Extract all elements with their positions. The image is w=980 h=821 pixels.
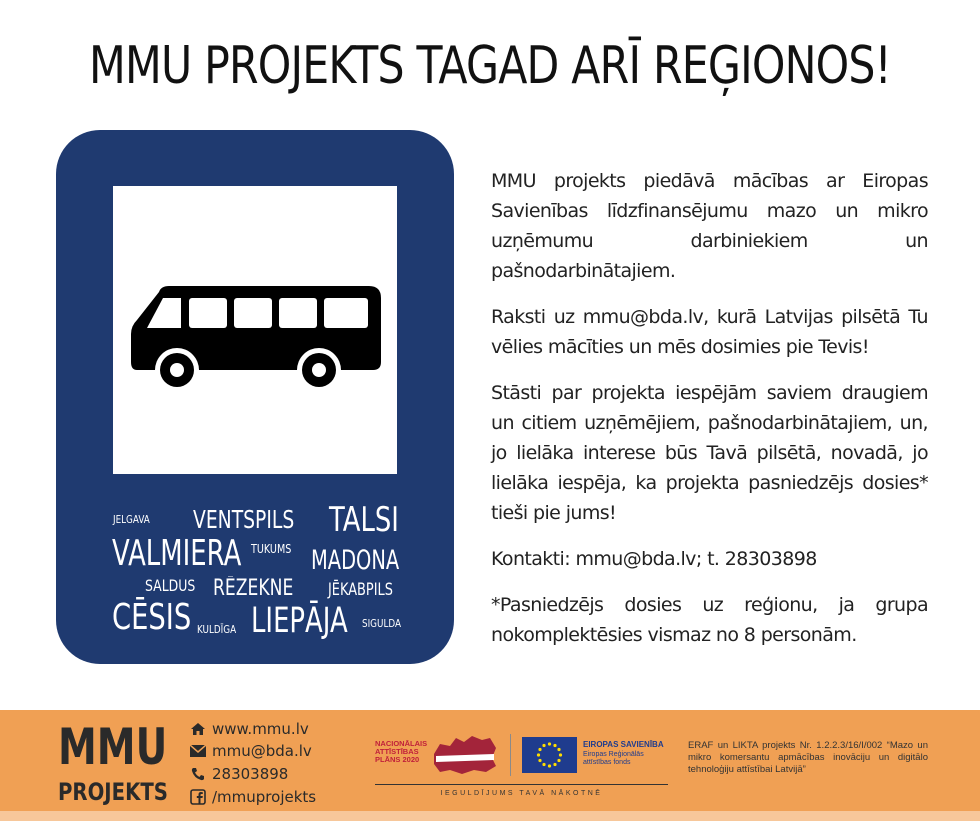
paragraph-contacts: Kontakti: mmu@bda.lv; t. 28303898	[491, 548, 817, 570]
info-text	[491, 166, 928, 666]
nap-logo-text: NACIONĀLAIS ATTĪSTĪBAS PLĀNS 2020	[375, 739, 428, 764]
paragraph-share: Stāsti par projekta iespējām saviem draugiem un citiem uzņēmējiem, pašnodarbinātajiem, un, jo lielāka interese būs Tavā pilsētā, novadā, jo lielāka iespēja, ka projekta pasniedzējs dosies* tieši pie jums!	[491, 382, 928, 524]
city-jekabpils: JĒKABPILS	[328, 580, 393, 600]
city-talsi: TALSI	[329, 500, 399, 540]
bus-icon	[129, 284, 385, 394]
envelope-icon	[190, 745, 206, 757]
city-madona: MADONA	[311, 545, 400, 576]
latvia-map-icon	[432, 734, 498, 776]
email-link[interactable]	[190, 742, 312, 760]
logo-projekts: PROJEKTS	[58, 778, 168, 806]
paragraph-intro: MMU projekts piedāvā mācības ar Eiropas Savienības līdzfinansējumu mazo un mikro uzņēmumu darbiniekiem un pašnodarbinātajiem.	[491, 170, 928, 282]
facebook-icon	[190, 789, 206, 805]
tagline: IEGULDĪJUMS TAVĀ NĀKOTNĒ	[440, 790, 603, 797]
facebook-link[interactable]	[190, 788, 316, 806]
logo-mmu: MMU	[58, 718, 168, 776]
paragraph-footnote: *Pasniedzējs dosies uz reģionu, ja grupa nokomplektēsies vismaz no 8 personām.	[491, 594, 928, 646]
city-jelgava: JELGAVA	[113, 513, 150, 526]
city-ventspils: VENTSPILS	[193, 505, 295, 534]
phone-text: 28303898	[212, 765, 289, 783]
eu-flag-icon	[522, 737, 577, 773]
city-kuldiga: KULDĪGA	[197, 623, 237, 636]
page-title: MMU PROJEKTS TAGAD ARĪ REĢIONOS!	[89, 36, 891, 96]
city-tukums: TUKUMS	[251, 542, 292, 556]
city-liepaja: LIEPĀJA	[251, 601, 348, 641]
footer	[0, 710, 980, 821]
logo-divider	[510, 734, 511, 776]
city-rezekne: RĒZEKNE	[213, 576, 294, 601]
sign-white-panel	[113, 186, 397, 474]
home-icon	[190, 722, 206, 736]
phone-link[interactable]	[190, 765, 288, 783]
website-text: www.mmu.lv	[212, 720, 309, 738]
paragraph-write: Raksti uz mmu@bda.lv, kurā Latvijas pilsētā Tu vēlies mācīties un mēs dosimies pie Tevis!	[491, 306, 928, 358]
footer-bottom-strip	[0, 811, 980, 821]
email-text: mmu@bda.lv	[212, 742, 312, 760]
website-link[interactable]	[190, 720, 309, 738]
city-saldus: SALDUS	[145, 576, 196, 595]
tagline-rule	[375, 784, 668, 785]
eu-fund: Eiropas Reģionālās attīstības fonds	[583, 751, 644, 766]
city-cesis: CĒSIS	[112, 597, 192, 638]
bus-stop-sign	[56, 130, 454, 664]
eraf-project-info: ERAF un LIKTA projekts Nr. 1.2.2.3/16/I/002 “Mazo un mikro komersantu apmācības inovāciju un digitālo tehnoloģiju attīstībai Latvijā”	[688, 740, 928, 775]
phone-icon	[190, 767, 206, 781]
eu-title: EIROPAS SAVIENĪBA	[583, 740, 664, 749]
city-sigulda: SIGULDA	[362, 617, 401, 630]
facebook-text: /mmuprojekts	[212, 788, 317, 806]
city-valmiera: VALMIERA	[112, 533, 242, 574]
